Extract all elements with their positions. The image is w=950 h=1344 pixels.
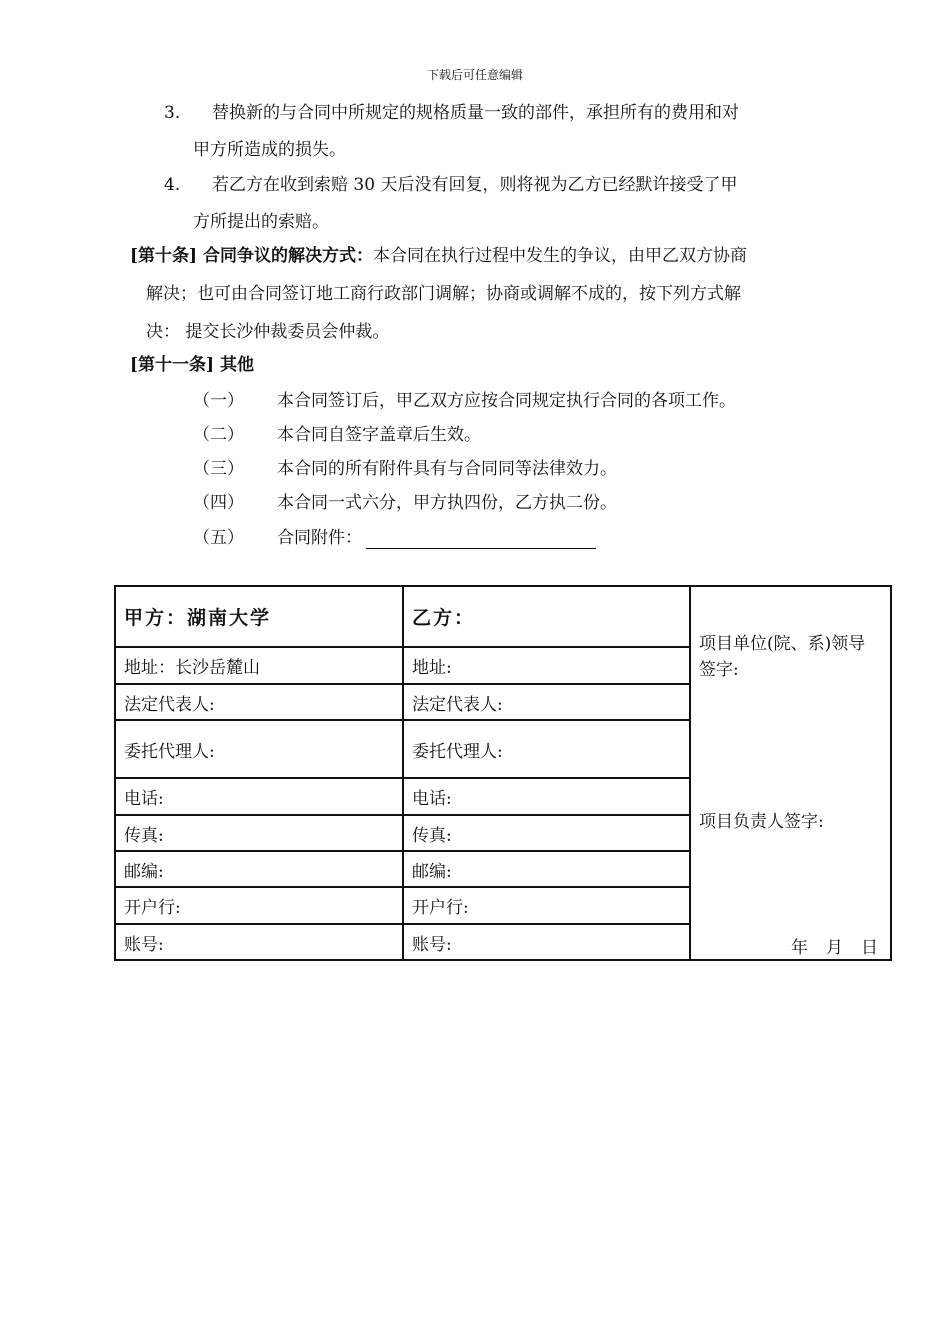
article-10-title: [第十条] 合同争议的解决方式： (130, 246, 374, 266)
article-10-line2: 解决；也可由合同签订地工商行政部门调解；协商或调解不成的，按下列方式解 (146, 284, 741, 304)
party-b-title: 乙方： (403, 586, 690, 647)
party-b-zip: 邮编: (403, 851, 690, 887)
party-b-bank: 开户行: (403, 887, 690, 924)
leader-signature-label: 项目单位(院、系)领导签字: (699, 634, 866, 680)
party-a-fax: 传真: (115, 815, 403, 851)
party-a-rep: 法定代表人: (115, 684, 403, 720)
party-a-address: 地址：长沙岳麓山 (115, 647, 403, 684)
article-10-line1: [第十条] 合同争议的解决方式：本合同在执行过程中发生的争议，由甲乙双方协商 (130, 246, 748, 266)
item-3-line2: 甲方所造成的损失。 (193, 140, 346, 160)
manager-signature-label: 项目负责人签字: (699, 812, 824, 832)
item-4-line2: 方所提出的索赔。 (193, 212, 329, 232)
clause-3: （三） 本合同的所有附件具有与合同同等法律效力。 (193, 459, 617, 479)
article-10-line3: 决： 提交长沙仲裁委员会仲裁。 (146, 322, 390, 342)
signature-table (114, 585, 892, 961)
party-b-account: 账号: (403, 924, 690, 960)
party-a-title: 甲方：湖南大学 (115, 586, 403, 647)
party-b-fax: 传真: (403, 815, 690, 851)
party-b-address: 地址: (403, 647, 690, 684)
article-11-title: [第十一条] 其他 (130, 355, 255, 375)
party-a-phone: 电话: (115, 778, 403, 815)
attachment-blank-line (366, 532, 596, 549)
party-b-phone: 电话: (403, 778, 690, 815)
item-4-line1: 4. 若乙方在收到索赔 30 天后没有回复，则将视为乙方已经默许接受了甲 (164, 175, 738, 195)
signature-side-cell (690, 586, 891, 960)
party-a-agent: 委托代理人: (115, 720, 403, 778)
clause-4: （四） 本合同一式六分，甲方执四份，乙方执二份。 (193, 493, 617, 513)
party-a-account: 账号: (115, 924, 403, 960)
date-line: 年 月 日 (791, 938, 878, 958)
page-header: 下载后可任意编辑 (426, 68, 523, 82)
clause-2: （二） 本合同自签字盖章后生效。 (193, 425, 481, 445)
party-b-rep: 法定代表人: (403, 684, 690, 720)
item-3-line1: 3. 替换新的与合同中所规定的规格质量一致的部件，承担所有的费用和对 (164, 103, 739, 123)
party-a-zip: 邮编: (115, 851, 403, 887)
party-a-bank: 开户行: (115, 887, 403, 924)
clause-1: （一） 本合同签订后，甲乙双方应按合同规定执行合同的各项工作。 (193, 391, 736, 411)
party-b-agent: 委托代理人: (403, 720, 690, 778)
clause-5: （五） 合同附件： (193, 527, 596, 549)
